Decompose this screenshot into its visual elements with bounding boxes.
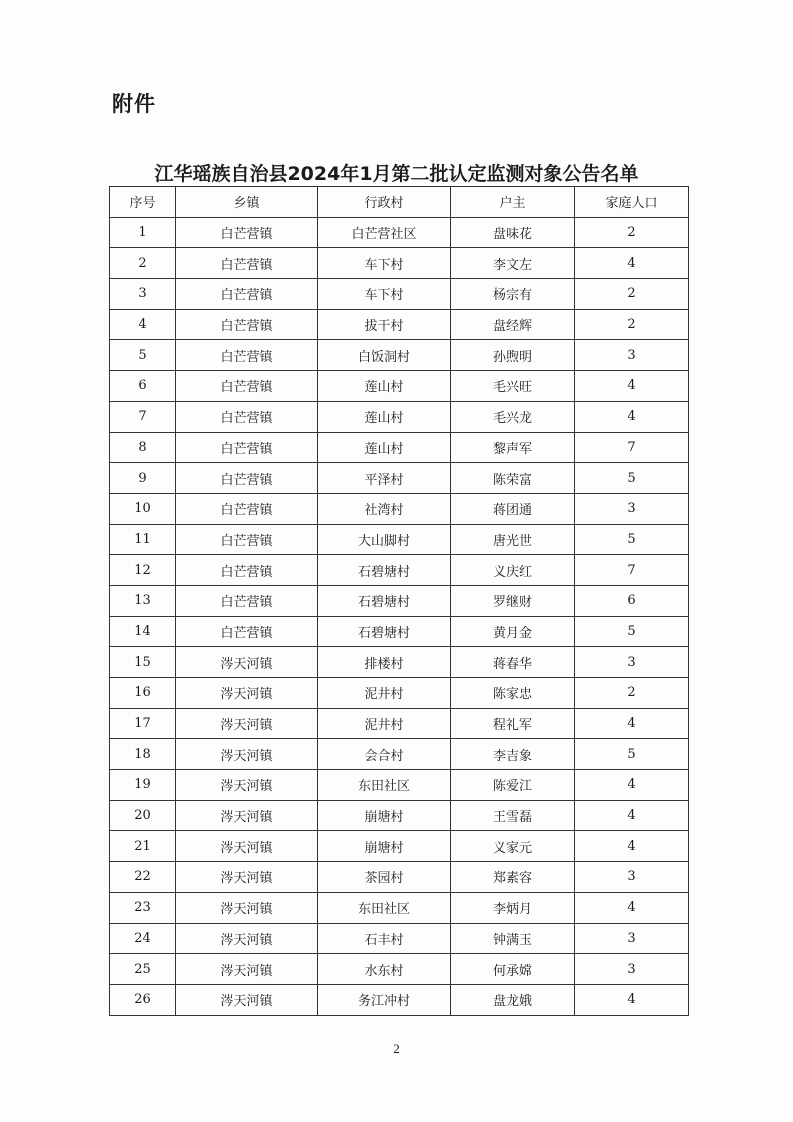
cell-serial: 7 [110, 401, 176, 432]
cell-household-size: 3 [575, 954, 689, 985]
table-row [110, 616, 689, 647]
cell-village: 社湾村 [318, 493, 451, 524]
cell-township: 白芒营镇 [176, 340, 318, 371]
cell-village: 崩塘村 [318, 800, 451, 831]
cell-serial: 16 [110, 678, 176, 709]
table-row [110, 647, 689, 678]
cell-serial: 26 [110, 984, 176, 1015]
table-row [110, 923, 689, 954]
monitoring-roster-table [109, 186, 689, 1016]
cell-householder: 蒋团通 [451, 493, 575, 524]
cell-householder: 陈爱江 [451, 770, 575, 801]
cell-serial: 2 [110, 248, 176, 279]
table-row [110, 309, 689, 340]
table-row [110, 984, 689, 1015]
cell-township: 白芒营镇 [176, 217, 318, 248]
cell-township: 涔天河镇 [176, 678, 318, 709]
cell-serial: 24 [110, 923, 176, 954]
cell-serial: 3 [110, 279, 176, 310]
cell-householder: 孙煦明 [451, 340, 575, 371]
cell-serial: 23 [110, 892, 176, 923]
cell-householder: 黄月金 [451, 616, 575, 647]
cell-serial: 25 [110, 954, 176, 985]
cell-household-size: 3 [575, 647, 689, 678]
cell-household-size: 2 [575, 279, 689, 310]
table-row [110, 770, 689, 801]
cell-householder: 罗继财 [451, 585, 575, 616]
cell-householder: 盘龙娥 [451, 984, 575, 1015]
cell-serial: 15 [110, 647, 176, 678]
table-row [110, 862, 689, 893]
cell-village: 车下村 [318, 248, 451, 279]
header-household-size: 家庭人口 [575, 187, 689, 218]
table-row [110, 432, 689, 463]
cell-householder: 义家元 [451, 831, 575, 862]
cell-householder: 陈荣富 [451, 463, 575, 494]
cell-serial: 4 [110, 309, 176, 340]
cell-householder: 黎声军 [451, 432, 575, 463]
cell-township: 白芒营镇 [176, 279, 318, 310]
cell-serial: 9 [110, 463, 176, 494]
cell-village: 石碧塘村 [318, 616, 451, 647]
cell-household-size: 4 [575, 831, 689, 862]
cell-township: 涔天河镇 [176, 739, 318, 770]
cell-serial: 17 [110, 708, 176, 739]
cell-householder: 程礼军 [451, 708, 575, 739]
cell-household-size: 4 [575, 371, 689, 402]
header-village: 行政村 [318, 187, 451, 218]
cell-township: 涔天河镇 [176, 647, 318, 678]
cell-serial: 6 [110, 371, 176, 402]
table-row [110, 248, 689, 279]
header-householder: 户主 [451, 187, 575, 218]
table-row [110, 739, 689, 770]
cell-township: 白芒营镇 [176, 371, 318, 402]
cell-village: 白饭洞村 [318, 340, 451, 371]
cell-householder: 毛兴旺 [451, 371, 575, 402]
cell-village: 车下村 [318, 279, 451, 310]
cell-village: 白芒营社区 [318, 217, 451, 248]
cell-householder: 何承嫦 [451, 954, 575, 985]
cell-household-size: 7 [575, 432, 689, 463]
cell-township: 涔天河镇 [176, 770, 318, 801]
cell-household-size: 2 [575, 217, 689, 248]
cell-village: 排楼村 [318, 647, 451, 678]
cell-serial: 11 [110, 524, 176, 555]
cell-serial: 13 [110, 585, 176, 616]
cell-household-size: 3 [575, 340, 689, 371]
cell-household-size: 2 [575, 678, 689, 709]
cell-householder: 义庆红 [451, 555, 575, 586]
table-row [110, 831, 689, 862]
cell-township: 涔天河镇 [176, 708, 318, 739]
cell-township: 白芒营镇 [176, 524, 318, 555]
cell-household-size: 4 [575, 770, 689, 801]
cell-householder: 王雪磊 [451, 800, 575, 831]
table-row [110, 217, 689, 248]
cell-township: 白芒营镇 [176, 463, 318, 494]
cell-householder: 唐光世 [451, 524, 575, 555]
table-row [110, 463, 689, 494]
cell-township: 涔天河镇 [176, 800, 318, 831]
cell-village: 石碧塘村 [318, 555, 451, 586]
cell-householder: 盘经辉 [451, 309, 575, 340]
cell-household-size: 4 [575, 892, 689, 923]
page-number: 2 [393, 1041, 400, 1056]
cell-township: 白芒营镇 [176, 309, 318, 340]
cell-village: 石碧塘村 [318, 585, 451, 616]
cell-householder: 盘味花 [451, 217, 575, 248]
cell-householder: 杨宗有 [451, 279, 575, 310]
table-row [110, 800, 689, 831]
table-header-row [110, 187, 689, 218]
cell-township: 涔天河镇 [176, 892, 318, 923]
cell-serial: 14 [110, 616, 176, 647]
cell-village: 水东村 [318, 954, 451, 985]
cell-household-size: 3 [575, 493, 689, 524]
cell-household-size: 5 [575, 616, 689, 647]
cell-serial: 10 [110, 493, 176, 524]
table-row [110, 524, 689, 555]
cell-household-size: 5 [575, 524, 689, 555]
cell-township: 涔天河镇 [176, 831, 318, 862]
cell-householder: 毛兴龙 [451, 401, 575, 432]
cell-village: 会合村 [318, 739, 451, 770]
cell-township: 白芒营镇 [176, 555, 318, 586]
cell-township: 涔天河镇 [176, 954, 318, 985]
cell-village: 平泽村 [318, 463, 451, 494]
cell-township: 白芒营镇 [176, 432, 318, 463]
cell-village: 大山脚村 [318, 524, 451, 555]
attachment-label: 附件 [112, 92, 156, 116]
cell-village: 崩塘村 [318, 831, 451, 862]
cell-household-size: 3 [575, 923, 689, 954]
table-row [110, 585, 689, 616]
table-row [110, 678, 689, 709]
cell-village: 莲山村 [318, 371, 451, 402]
cell-village: 东田社区 [318, 892, 451, 923]
table-row [110, 892, 689, 923]
table-row [110, 954, 689, 985]
table-row [110, 401, 689, 432]
cell-householder: 陈家忠 [451, 678, 575, 709]
table-row [110, 340, 689, 371]
cell-householder: 李炳月 [451, 892, 575, 923]
cell-village: 莲山村 [318, 401, 451, 432]
cell-serial: 1 [110, 217, 176, 248]
cell-village: 务江冲村 [318, 984, 451, 1015]
cell-household-size: 7 [575, 555, 689, 586]
cell-township: 白芒营镇 [176, 401, 318, 432]
cell-householder: 李吉象 [451, 739, 575, 770]
table-body [110, 217, 689, 1015]
cell-serial: 18 [110, 739, 176, 770]
cell-household-size: 2 [575, 309, 689, 340]
cell-village: 拔干村 [318, 309, 451, 340]
table-row [110, 371, 689, 402]
cell-serial: 12 [110, 555, 176, 586]
cell-serial: 19 [110, 770, 176, 801]
cell-township: 白芒营镇 [176, 248, 318, 279]
cell-village: 泥井村 [318, 678, 451, 709]
cell-household-size: 4 [575, 984, 689, 1015]
table-row [110, 555, 689, 586]
cell-household-size: 4 [575, 248, 689, 279]
cell-village: 石丰村 [318, 923, 451, 954]
cell-village: 莲山村 [318, 432, 451, 463]
cell-householder: 钟满玉 [451, 923, 575, 954]
cell-household-size: 5 [575, 463, 689, 494]
cell-serial: 5 [110, 340, 176, 371]
cell-household-size: 5 [575, 739, 689, 770]
table-row [110, 493, 689, 524]
cell-township: 白芒营镇 [176, 585, 318, 616]
cell-householder: 李文左 [451, 248, 575, 279]
header-township: 乡镇 [176, 187, 318, 218]
cell-serial: 8 [110, 432, 176, 463]
cell-household-size: 6 [575, 585, 689, 616]
document-title: 江华瑶族自治县2024年1月第二批认定监测对象公告名单 [154, 163, 639, 185]
cell-township: 白芒营镇 [176, 493, 318, 524]
cell-serial: 21 [110, 831, 176, 862]
cell-householder: 蒋春华 [451, 647, 575, 678]
cell-serial: 20 [110, 800, 176, 831]
cell-township: 涔天河镇 [176, 923, 318, 954]
cell-village: 泥井村 [318, 708, 451, 739]
cell-household-size: 4 [575, 800, 689, 831]
table-row [110, 708, 689, 739]
cell-householder: 郑素容 [451, 862, 575, 893]
cell-village: 茶园村 [318, 862, 451, 893]
cell-township: 白芒营镇 [176, 616, 318, 647]
table-row [110, 279, 689, 310]
header-serial: 序号 [110, 187, 176, 218]
cell-serial: 22 [110, 862, 176, 893]
cell-village: 东田社区 [318, 770, 451, 801]
cell-household-size: 4 [575, 401, 689, 432]
cell-household-size: 4 [575, 708, 689, 739]
cell-township: 涔天河镇 [176, 984, 318, 1015]
cell-township: 涔天河镇 [176, 862, 318, 893]
cell-household-size: 3 [575, 862, 689, 893]
